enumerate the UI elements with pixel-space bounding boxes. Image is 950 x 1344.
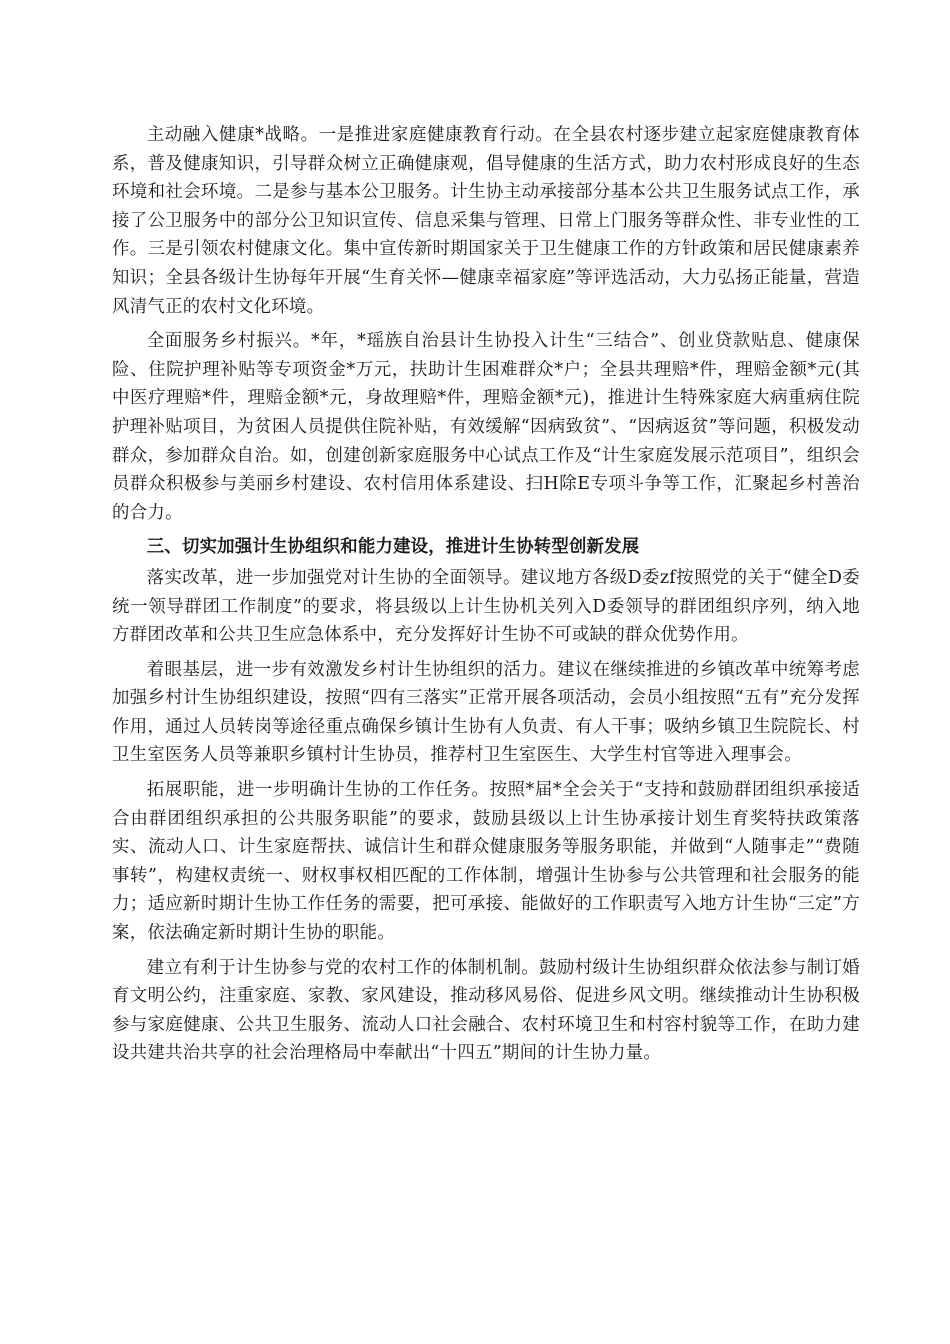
paragraph-reform: 落实改革，进一步加强党对计生协的全面领导。建议地方各级D委zf按照党的关于“健全D委统一领导群团工作制度”的要求，将县级以上计生协机关列入D委领导的群团组织序列，纳入地方群团改革和公共卫生应急体系中，充分发挥好计生协不可或缺的群众优势作用。 bbox=[112, 567, 860, 646]
paragraph-institutional-mechanism: 建立有利于计生协参与党的农村工作的体制机制。鼓励村级计生协组织群众依法参与制订婚育文明公约，注重家庭、家教、家风建设，推动移风易俗、促进乡风文明。继续推动计生协积极参与家庭健康、公共卫生服务、流动人口社会融合、农村环境卫生和村容村貌等工作，在助力建设共建共治共享的社会治理格局中奉献出“十四五”期间的计生协力量。 bbox=[112, 957, 860, 1064]
paragraph-expand-functions: 拓展职能，进一步明确计生协的工作任务。按照*届*全会关于“支持和鼓励群团组织承接适合由群团组织承担的公共服务职能”的要求，鼓励县级以上计生协承接计划生育奖特扶政策落实、流动人口、计生家庭帮扶、诚信计生和群众健康服务等服务职能，并做到“人随事走”“费随事转”，构建权责统一、财权事权相匹配的工作体制，增强计生协参与公共管理和社会服务的能力；适应新时期计生协工作任务的需要，把可承接、能做好的工作职责写入地方计生协“三定”方案，依法确定新时期计生协的职能。 bbox=[112, 780, 860, 944]
paragraph-rural-revitalization: 全面服务乡村振兴。*年，*瑶族自治县计生协投入计生“三结合”、创业贷款贴息、健康保险、住院护理补贴等专项资金*万元，扶助计生困难群众*户；全县共理赔*件，理赔金额*元(其中医疗理赔*件，理赔金额*元，身故理赔*件，理赔金额*元)，推进计生特殊家庭大病重病住院护理补贴项目，为贫困人员提供住院补贴，有效缓解“因病致贫”、“因病返贫”等问题，积极发动群众，参加群众自治。如，创建创新家庭服务中心试点工作及“计生家庭发展示范项目”，组织会员群众积极参与美丽乡村建设、农村信用体系建设、扫H除E专项斗争等工作，汇聚起乡村善治的合力。 bbox=[112, 331, 860, 523]
paragraph-grassroots: 着眼基层，进一步有效激发乡村计生协组织的活力。建议在继续推进的乡镇改革中统筹考虑加强乡村计生协组织建设，按照“四有三落实”正常开展各项活动，会员小组按照“五有”充分发挥作用，通过人员转岗等途径重点确保乡镇计生协有人负责、有人干事；吸纳乡镇卫生院院长、村卫生室医务人员等兼职乡镇村计生协员，推荐村卫生室医生、大学生村官等进入理事会。 bbox=[112, 659, 860, 766]
paragraph-health-strategy: 主动融入健康*战略。一是推进家庭健康教育行动。在全县农村逐步建立起家庭健康教育体系，普及健康知识，引导群众树立正确健康观，倡导健康的生活方式，助力农村形成良好的生态环境和社会环境。二是参与基本公卫服务。计生协主动承接部分基本公共卫生服务试点工作，承接了公卫服务中的部分公卫知识宣传、信息采集与管理、日常上门服务等群众性、非专业性的工作。三是引领农村健康文化。集中宣传新时期国家关于卫生健康工作的方针政策和居民健康素养知识；全县各级计生协每年开展“生育关怀—健康幸福家庭”等评选活动，大力弘扬正能量，营造风清气正的农村文化环境。 bbox=[112, 125, 860, 317]
section-heading-three: 三、切实加强计生协组织和能力建设，推进计生协转型创新发展 bbox=[146, 537, 640, 558]
document-page bbox=[112, 121, 860, 1074]
